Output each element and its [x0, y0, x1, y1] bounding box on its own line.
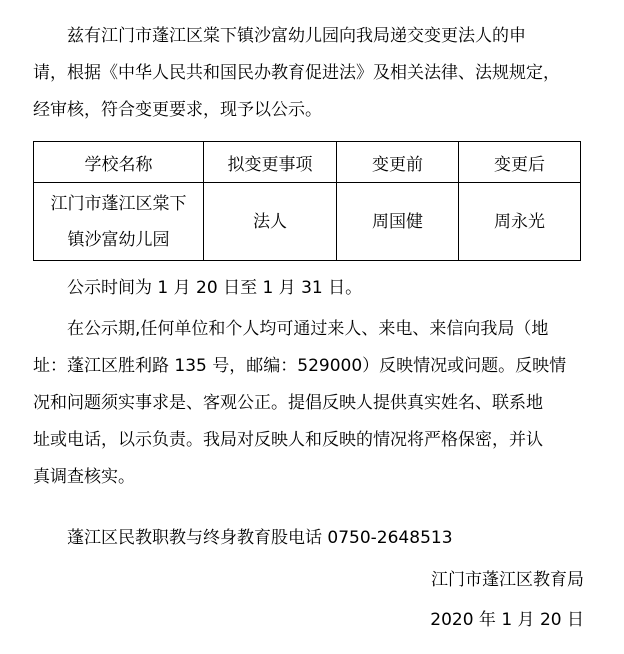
intro-paragraph	[33, 18, 593, 129]
feedback-paragraph	[33, 311, 593, 496]
header-before: 变更前	[337, 142, 459, 183]
cell-school-name	[34, 183, 204, 261]
change-table	[33, 141, 581, 261]
header-after: 变更后	[459, 142, 581, 183]
feedback-line-1: 在公示期,任何单位和个人均可通过来人、来电、来信向我局（地	[67, 319, 549, 339]
intro-line-1: 兹有江门市蓬江区棠下镇沙富幼儿园向我局递交变更法人的申	[67, 26, 526, 46]
feedback-line-3: 况和问题须实事求是、客观公正。提倡反映人提供真实姓名、联系地	[33, 393, 543, 413]
signature-org: 江门市蓬江区教育局	[431, 570, 584, 590]
table-header-row	[34, 142, 581, 183]
cell-after: 周永光	[459, 183, 581, 261]
period-paragraph: 公示时间为 1 月 20 日至 1 月 31 日。	[67, 278, 363, 298]
feedback-line-2: 址：蓬江区胜利路 135 号，邮编：529000）反映情况或问题。反映情	[33, 356, 567, 376]
school-name-line-2: 镇沙富幼儿园	[67, 229, 170, 250]
intro-line-2: 请，根据《中华人民共和国民办教育促进法》及相关法律、法规规定，	[33, 63, 560, 83]
signature-date: 2020 年 1 月 20 日	[430, 610, 584, 630]
cell-before: 周国健	[337, 183, 459, 261]
header-change-item: 拟变更事项	[204, 142, 337, 183]
intro-line-3: 经审核，符合变更要求，现予以公示。	[33, 100, 322, 120]
header-school-name: 学校名称	[34, 142, 204, 183]
table-row	[34, 183, 581, 261]
contact-line: 蓬江区民教职教与终身教育股电话 0750-2648513	[67, 528, 453, 548]
cell-change-item: 法人	[204, 183, 337, 261]
school-name-line-1: 江门市蓬江区棠下	[50, 193, 187, 214]
feedback-line-5: 真调查核实。	[33, 467, 135, 487]
feedback-line-4: 址或电话，以示负责。我局对反映人和反映的情况将严格保密，并认	[33, 430, 543, 450]
